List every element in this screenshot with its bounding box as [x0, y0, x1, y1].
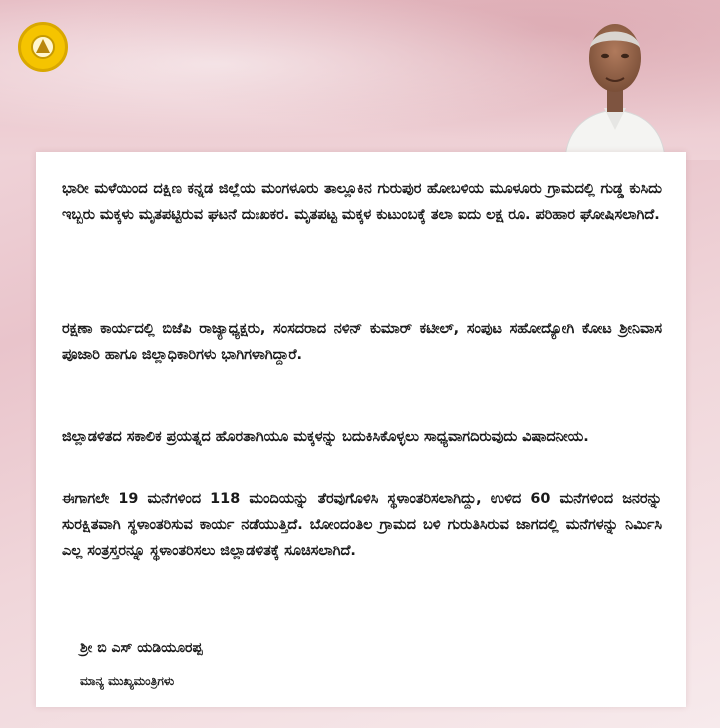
statement-paragraph-2: ರಕ್ಷಣಾ ಕಾರ್ಯದಲ್ಲಿ ಬಿಜೆಪಿ ರಾಜ್ಯಾಧ್ಯಕ್ಷರು, ಸಂಸದರಾದ ನಳಿನ್ ಕುಮಾರ್ ಕಟೀಲ್, ಸಂಪುಟ ಸಹೋದ್ಯೋಗಿ ಕೋಟ ಶ್ರೀನಿವಾಸ ಪೂಜಾರಿ ಹಾಗೂ ಜಿಲ್ಲಾಧಿಕಾರಿಗಳು ಭಾಗಿಗಳಾಗಿದ್ದಾರೆ. — [62, 321, 662, 363]
header-banner — [0, 0, 720, 160]
karnataka-emblem-icon — [18, 22, 68, 72]
portrait-image — [560, 8, 670, 158]
signature-title: ಮಾನ್ಯ ಮುಖ್ಯಮಂತ್ರಿಗಳು — [80, 674, 175, 688]
statement-card — [36, 152, 686, 707]
signature-name: ಶ್ರೀ ಬಿ ಎಸ್ ಯಡಿಯೂರಪ್ಪ — [80, 640, 203, 656]
statement-paragraph-1: ಭಾರೀ ಮಳೆಯಿಂದ ದಕ್ಷಿಣ ಕನ್ನಡ ಜಿಲ್ಲೆಯ ಮಂಗಳೂರು ತಾಲ್ಲೂಕಿನ ಗುರುಪುರ ಹೋಬಳಿಯ ಮೂಳೂರು ಗ್ರಾಮದಲ್ಲಿ ಗುಡ್ಡ ಕುಸಿದು ಇಬ್ಬರು ಮಕ್ಕಳು ಮೃತಪಟ್ಟಿರುವ ಘಟನೆ ದುಃಖಕರ. ಮೃತಪಟ್ಟ ಮಕ್ಕಳ ಕುಟುಂಬಕ್ಕೆ ತಲಾ ಐದು ಲಕ್ಷ ರೂ. ಪರಿಹಾರ ಘೋಷಿಸಲಾಗಿದೆ. — [62, 181, 662, 223]
statement-paragraph-4: ಈಗಾಗಲೇ 19 ಮನೆಗಳಿಂದ 118 ಮಂದಿಯನ್ನು ತೆರವುಗೊಳಿಸಿ ಸ್ಥಳಾಂತರಿಸಲಾಗಿದ್ದು, ಉಳಿದ 60 ಮನೆಗಳಿಂದ ಜನರನ್ನು ಸುರಕ್ಷಿತವಾಗಿ ಸ್ಥಳಾಂತರಿಸುವ ಕಾರ್ಯ ನಡೆಯುತ್ತಿದೆ. ಬೋಂದಂತಿಲ ಗ್ರಾಮದ ಬಳಿ ಗುರುತಿಸಿರುವ ಜಾಗದಲ್ಲಿ ಮನೆಗಳನ್ನು ನಿರ್ಮಿಸಿ ಎಲ್ಲ ಸಂತ್ರಸ್ತರನ್ನೂ ಸ್ಥಳಾಂತರಿಸಲು ಜಿಲ್ಲಾಡಳಿತಕ್ಕೆ ಸೂಚಿಸಲಾಗಿದೆ. — [62, 491, 662, 559]
statement-paragraph-3: ಜಿಲ್ಲಾಡಳಿತದ ಸಕಾಲಿಕ ಪ್ರಯತ್ನದ ಹೊರತಾಗಿಯೂ ಮಕ್ಕಳನ್ನು ಬದುಕಿಸಿಕೊಳ್ಳಲು ಸಾಧ್ಯವಾಗದಿರುವುದು ವಿಷಾದನೀಯ. — [62, 429, 589, 445]
